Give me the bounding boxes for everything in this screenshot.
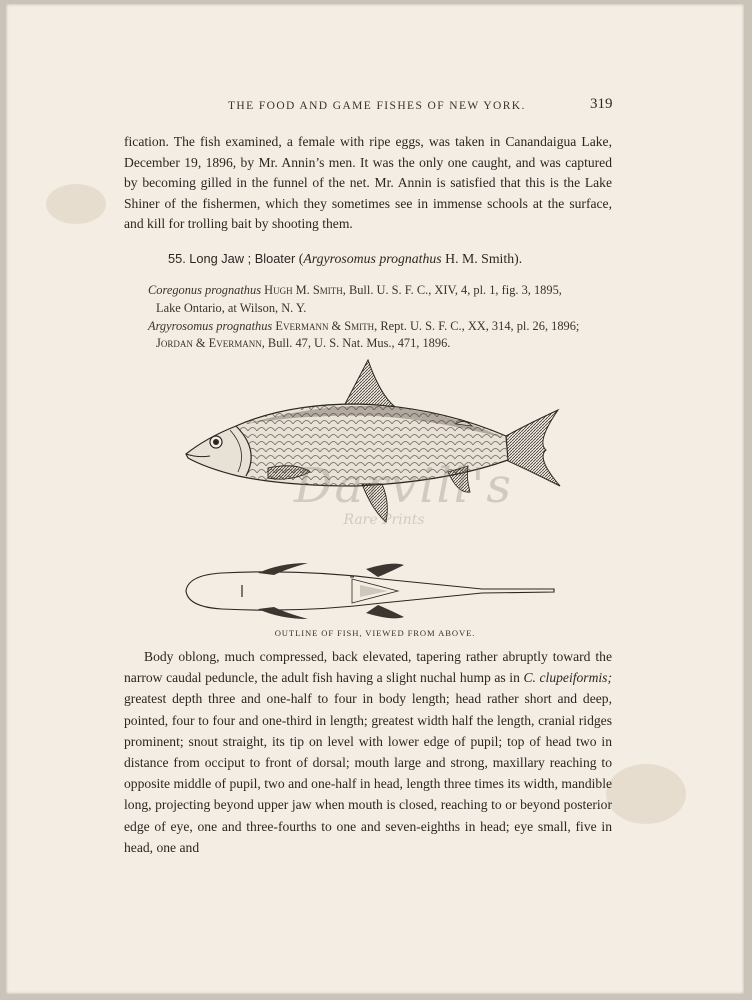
reference-cont-author: Jordan & Evermann [156, 336, 262, 351]
reference-citation: , Bull. U. S. F. C., XIV, 4, pl. 1, fig. 3, 1895, [342, 283, 562, 297]
species-author: H. M. Smith). [445, 251, 523, 266]
paper-stain [46, 184, 106, 224]
paper-stain [606, 764, 686, 824]
reference-cont-citation: , Bull. 47, U. S. Nat. Mus., 471, 1896. [261, 336, 451, 351]
species-heading [168, 251, 522, 267]
running-title: THE FOOD AND GAME FISHES OF NEW YORK. [228, 100, 526, 112]
reference-continuation: Lake Ontario, at Wilson, N. Y. [156, 300, 307, 315]
reference-name: Argyrosomus prognathus [148, 318, 273, 333]
reference-entry [148, 318, 618, 354]
body-intro: Body oblong, much compressed, back elevated, tapering rather abruptly toward the narrow caudal peduncle, the adult fish having a slight nuchal hump as in [124, 649, 612, 686]
body-paragraph [124, 646, 612, 858]
heading-open-paren: ( [298, 251, 304, 266]
watermark-main: Darvill's [294, 458, 514, 514]
species-reference: C. clupeiformis; [523, 670, 613, 686]
watermark [294, 458, 514, 550]
reference-author: Evermann & Smith [275, 318, 375, 333]
reference-name: Coregonus prognathus [148, 283, 262, 297]
body-rest: greatest depth three and one-half to four in body length; head rather short and deep, pointed, four to four and one-third in length; greatest width half the length, cranial ridges prominent; snout straight, its tip on level with lower edge of pupil; top of head two in distance from occiput to front of dorsal; mouth large and strong, maxillary reaching to opposite middle of pupil, two and one-half in head, length three times its width, mandible long, projecting beyond upper jaw when mouth is closed, reaching to or beyond posterior edge of eye, one and three-fourths to one and seven-eighths in head; eye small, five in head, one and [124, 691, 612, 855]
top-paragraph: fication. The fish examined, a female with ripe eggs, was taken in Canandaigua Lake, December 19, 1896, by Mr. Annin’s men. It was the only one caught, and was captured by becoming gilled in the funnel of the net. Mr. Annin is satisfied that this is the Lake Shiner of the fishermen, which they sometimes see in immense schools at the surface, and kill for trolling bait by shooting them. [124, 134, 612, 232]
book-page [6, 4, 744, 994]
fish-top-view-outline [182, 559, 566, 623]
watermark-sub: Rare Prints [343, 512, 425, 528]
reference-author: Hugh M. Smith [264, 283, 343, 297]
running-head [6, 96, 744, 120]
species-common-name: Long Jaw ; Bloater [189, 251, 296, 266]
figure-caption: OUTLINE OF FISH, VIEWED FROM ABOVE. [274, 628, 476, 638]
synonymy-references [148, 282, 618, 353]
species-number: 55. [168, 251, 186, 266]
species-scientific-name: Argyrosomus prognathus [303, 251, 442, 266]
page-number: 319 [590, 96, 613, 112]
reference-entry [148, 282, 618, 318]
reference-continuation [148, 335, 618, 353]
reference-citation: , Rept. U. S. F. C., XX, 314, pl. 26, 1896; [374, 318, 580, 333]
